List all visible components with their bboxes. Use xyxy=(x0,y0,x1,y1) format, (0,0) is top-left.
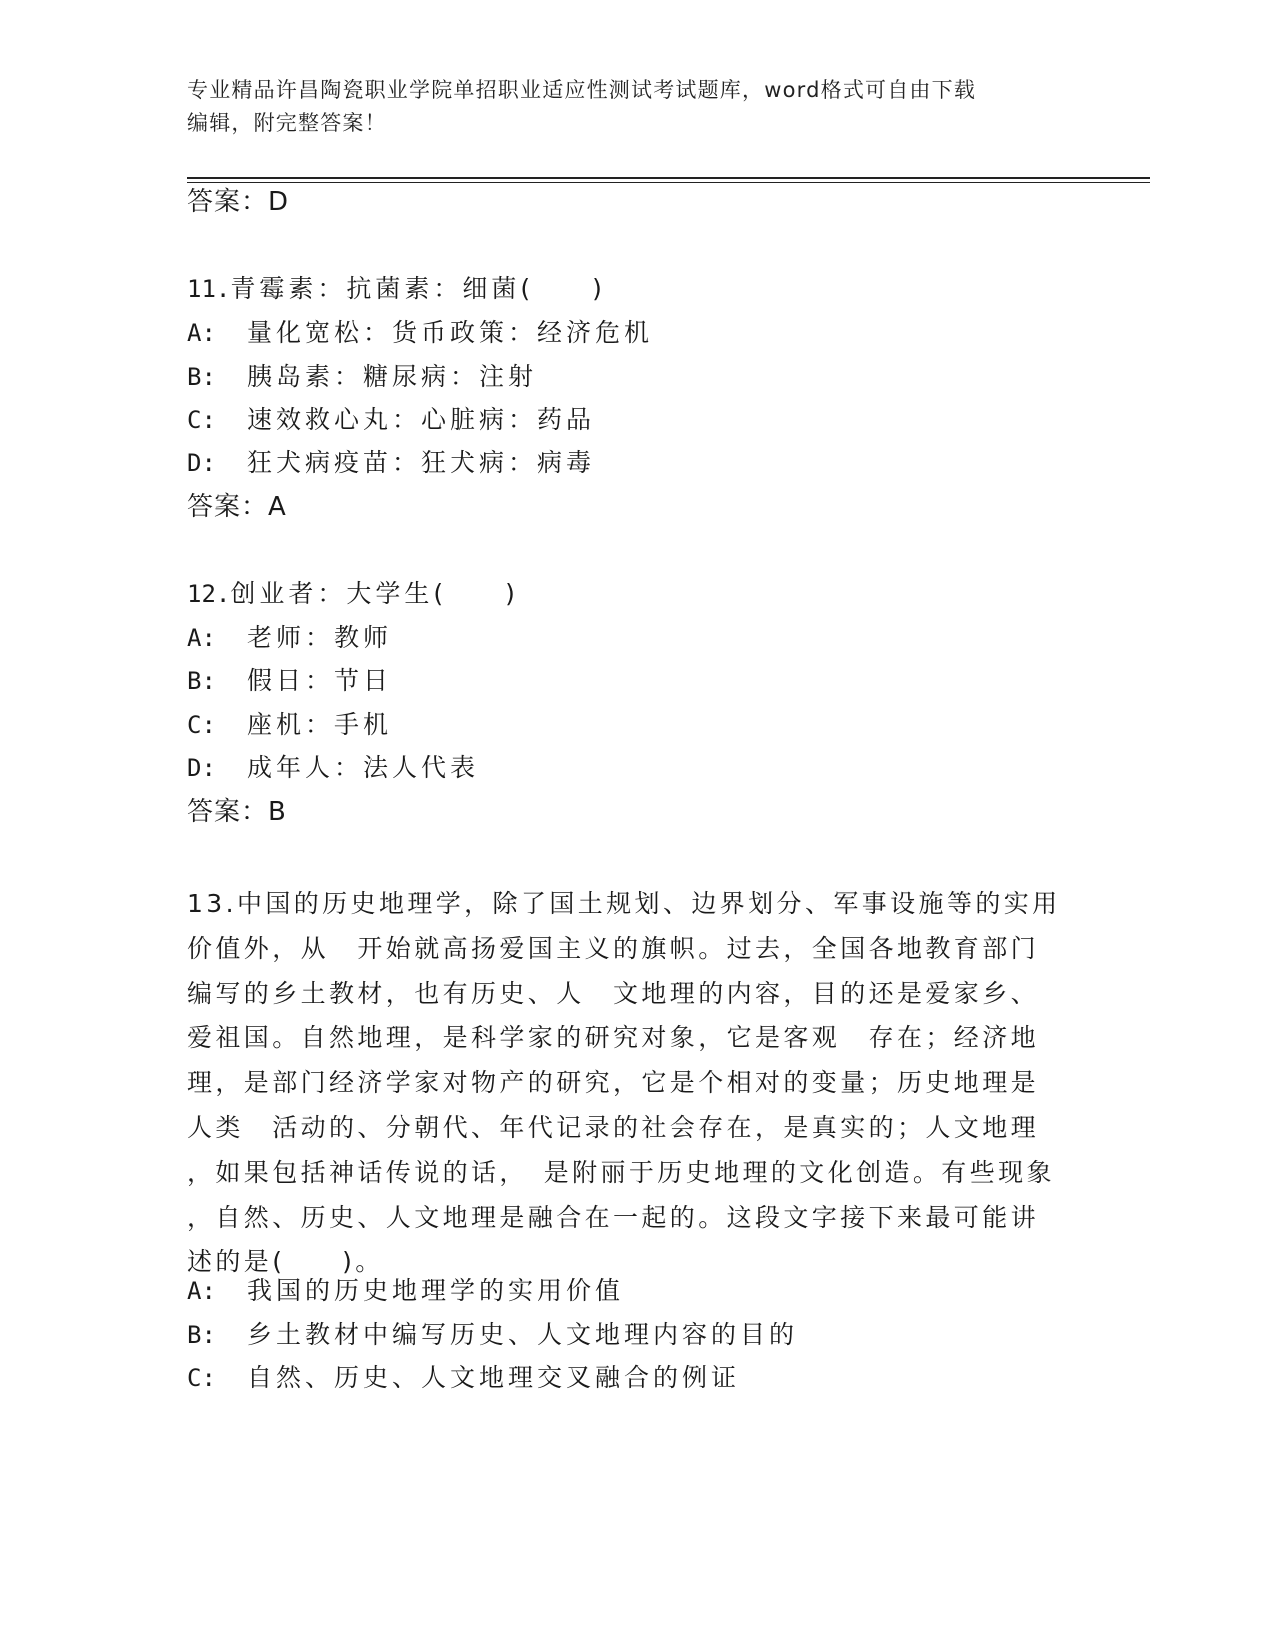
option-letter: B: xyxy=(187,667,216,695)
question-13-line: 价值外，从 开始就高扬爱国主义的旗帜。过去，全国各地教育部门 xyxy=(187,933,1040,963)
option-text: 假日：节日 xyxy=(247,666,393,695)
question-11-option-c xyxy=(187,404,595,436)
question-12-option-b xyxy=(187,665,392,697)
option-text: 狂犬病疫苗：狂犬病：病毒 xyxy=(247,448,596,477)
question-11-stem xyxy=(187,273,606,305)
option-text: 胰岛素：糖尿病：注射 xyxy=(247,362,538,391)
question-12-option-d xyxy=(187,752,479,784)
question-13-line: 13.中国的历史地理学，除了国土规划、边界划分、军事设施等的实用 xyxy=(187,889,1061,918)
question-13-line: 爱祖国。自然地理，是科学家的研究对象，它是客观 存在；经济地 xyxy=(187,1023,1040,1053)
question-12-stem xyxy=(187,578,519,610)
header-line-2: 编辑，附完整答案！ xyxy=(187,111,387,135)
question-11-option-d xyxy=(187,447,595,479)
header-line-1: 专业精品许昌陶瓷职业学院单招职业适应性测试考试题库，word格式可自由下载 xyxy=(187,78,977,102)
question-13-line: ，如果包括神话传说的话， 是附丽于历史地理的文化创造。有些现象 xyxy=(187,1157,1055,1187)
option-text: 速效救心丸：心脏病：药品 xyxy=(247,405,596,434)
header-rule-thin xyxy=(187,182,1150,183)
option-text: 自然、历史、人文地理交叉融合的例证 xyxy=(247,1363,741,1392)
option-letter: A: xyxy=(187,1277,216,1305)
question-11-option-a xyxy=(187,317,653,349)
option-letter: A: xyxy=(187,319,216,347)
question-13-option-b xyxy=(187,1319,798,1351)
option-text: 座机：手机 xyxy=(247,710,393,739)
question-11-answer: 答案：A xyxy=(187,492,287,522)
question-13-line: ，自然、历史、人文地理是融合在一起的。这段文字接下来最可能讲 xyxy=(187,1202,1040,1232)
document-header xyxy=(187,74,1087,140)
header-rule-thick xyxy=(187,177,1150,179)
question-number: 12. xyxy=(187,580,231,608)
option-letter: D: xyxy=(187,754,216,782)
question-text: 创业者：大学生( ) xyxy=(230,579,519,608)
option-letter: B: xyxy=(187,363,216,391)
question-11-option-b xyxy=(187,361,537,393)
question-13-line: 理，是部门经济学家对物产的研究，它是个相对的变量；历史地理是 xyxy=(187,1068,1040,1098)
option-letter: C: xyxy=(187,406,216,434)
question-text: 青霉素：抗菌素：细菌( ) xyxy=(230,274,606,303)
question-13-option-c xyxy=(187,1362,740,1394)
question-13-line: 述的是( )。 xyxy=(187,1247,384,1277)
option-letter: A: xyxy=(187,624,216,652)
option-letter: C: xyxy=(187,711,216,739)
question-12-answer: 答案：B xyxy=(187,797,287,827)
previous-answer: 答案：D xyxy=(187,187,290,217)
question-number: 11. xyxy=(187,275,231,303)
option-text: 我国的历史地理学的实用价值 xyxy=(247,1276,625,1305)
option-text: 老师：教师 xyxy=(247,623,393,652)
option-letter: C: xyxy=(187,1364,216,1392)
question-12-option-a xyxy=(187,622,392,654)
question-12-option-c xyxy=(187,709,392,741)
question-13-option-a xyxy=(187,1275,624,1307)
question-13-line: 人类 活动的、分朝代、年代记录的社会存在，是真实的；人文地理 xyxy=(187,1112,1040,1142)
question-13-line: 编写的乡土教材，也有历史、人 文地理的内容，目的还是爱家乡、 xyxy=(187,978,1040,1008)
option-text: 成年人：法人代表 xyxy=(247,753,480,782)
option-letter: D: xyxy=(187,449,216,477)
option-letter: B: xyxy=(187,1321,216,1349)
question-13-stem xyxy=(187,882,1067,1285)
option-text: 乡土教材中编写历史、人文地理内容的目的 xyxy=(247,1320,799,1349)
option-text: 量化宽松：货币政策：经济危机 xyxy=(247,318,654,347)
